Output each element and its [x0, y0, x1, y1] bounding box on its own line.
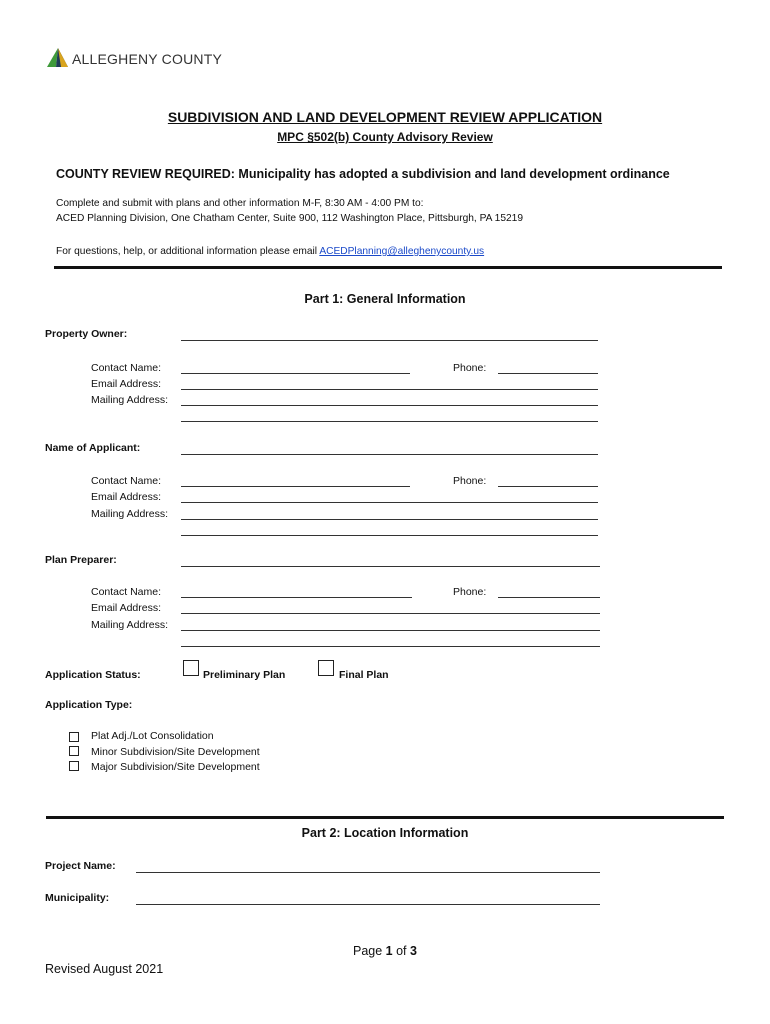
applicant-email-label: Email Address: — [91, 491, 162, 503]
minor-subdivision-label: Minor Subdivision/Site Development — [91, 746, 260, 758]
submit-instructions: Complete and submit with plans and other information M-F, 8:30 AM - 4:00 PM to: — [56, 198, 424, 209]
property-owner-label: Property Owner: — [45, 328, 128, 340]
preliminary-plan-checkbox[interactable] — [183, 660, 199, 676]
owner-contact-name-label: Contact Name: — [91, 362, 162, 374]
email-link[interactable]: ACEDPlanning@alleghenycounty.us — [319, 246, 485, 257]
preparer-email-field[interactable] — [181, 613, 600, 614]
applicant-contact-name-field[interactable] — [181, 486, 410, 487]
minor-subdivision-checkbox[interactable] — [69, 746, 79, 756]
preparer-contact-name-field[interactable] — [181, 597, 412, 598]
major-subdivision-checkbox[interactable] — [69, 761, 79, 771]
preparer-mailing-field[interactable] — [181, 630, 600, 631]
preparer-contact-name-label: Contact Name: — [91, 586, 162, 598]
owner-phone-field[interactable] — [498, 373, 598, 374]
applicant-contact-name-label: Contact Name: — [91, 475, 162, 487]
review-required-text: COUNTY REVIEW REQUIRED: Municipality has adopted a subdivision and land development ordinance — [56, 167, 670, 181]
plan-preparer-field[interactable] — [181, 566, 600, 567]
questions-text: For questions, help, or additional information please email — [56, 246, 320, 257]
applicant-mailing-label: Mailing Address: — [91, 508, 169, 520]
part2-heading: Part 2: Location Information — [301, 826, 469, 840]
applicant-field[interactable] — [181, 454, 598, 455]
owner-mailing-field[interactable] — [181, 405, 598, 406]
owner-mailing-field-2[interactable] — [181, 421, 598, 422]
page-number — [353, 944, 417, 958]
owner-mailing-label: Mailing Address: — [91, 394, 169, 406]
page-prefix: Page — [353, 944, 386, 958]
owner-phone-label: Phone: — [453, 362, 487, 374]
plan-preparer-label: Plan Preparer: — [45, 554, 117, 566]
applicant-email-field[interactable] — [181, 502, 598, 503]
allegheny-mountain-icon — [46, 47, 70, 69]
owner-email-field[interactable] — [181, 389, 598, 390]
form-subtitle: MPC §502(b) County Advisory Review — [277, 130, 493, 144]
preparer-mailing-field-2[interactable] — [181, 646, 600, 647]
plat-adj-checkbox[interactable] — [69, 732, 79, 742]
questions-line — [56, 246, 484, 257]
plat-adj-label: Plat Adj./Lot Consolidation — [91, 730, 214, 742]
page-total: 3 — [410, 944, 417, 958]
application-type-label: Application Type: — [45, 699, 133, 711]
major-subdivision-label: Major Subdivision/Site Development — [91, 761, 260, 773]
form-title: SUBDIVISION AND LAND DEVELOPMENT REVIEW APPLICATION — [167, 109, 603, 125]
preparer-mailing-label: Mailing Address: — [91, 619, 169, 631]
preliminary-plan-label: Preliminary Plan — [203, 669, 286, 681]
owner-contact-name-field[interactable] — [181, 373, 410, 374]
preparer-email-label: Email Address: — [91, 602, 162, 614]
applicant-mailing-field[interactable] — [181, 519, 598, 520]
page-of: of — [392, 944, 410, 958]
applicant-label: Name of Applicant: — [45, 442, 141, 454]
owner-email-label: Email Address: — [91, 378, 162, 390]
municipality-label: Municipality: — [45, 892, 110, 904]
preparer-phone-field[interactable] — [498, 597, 600, 598]
revised-date: Revised August 2021 — [45, 962, 164, 976]
part1-heading: Part 1: General Information — [304, 292, 466, 306]
applicant-mailing-field-2[interactable] — [181, 535, 598, 536]
page-current: 1 — [385, 944, 393, 958]
applicant-phone-field[interactable] — [498, 486, 598, 487]
preparer-phone-label: Phone: — [453, 586, 487, 598]
submit-address: ACED Planning Division, One Chatham Center, Suite 900, 112 Washington Place, Pittsburgh, PA 15219 — [56, 213, 524, 224]
application-status-label: Application Status: — [45, 669, 141, 681]
final-plan-label: Final Plan — [339, 669, 389, 681]
county-logo — [46, 47, 222, 74]
project-name-field[interactable] — [136, 872, 600, 873]
property-owner-field[interactable] — [181, 340, 598, 341]
project-name-label: Project Name: — [45, 860, 116, 872]
final-plan-checkbox[interactable] — [318, 660, 334, 676]
logo-text: ALLEGHENY COUNTY — [72, 51, 222, 67]
municipality-field[interactable] — [136, 904, 600, 905]
section-divider-2 — [46, 816, 724, 819]
applicant-phone-label: Phone: — [453, 475, 487, 487]
section-divider — [54, 266, 722, 269]
